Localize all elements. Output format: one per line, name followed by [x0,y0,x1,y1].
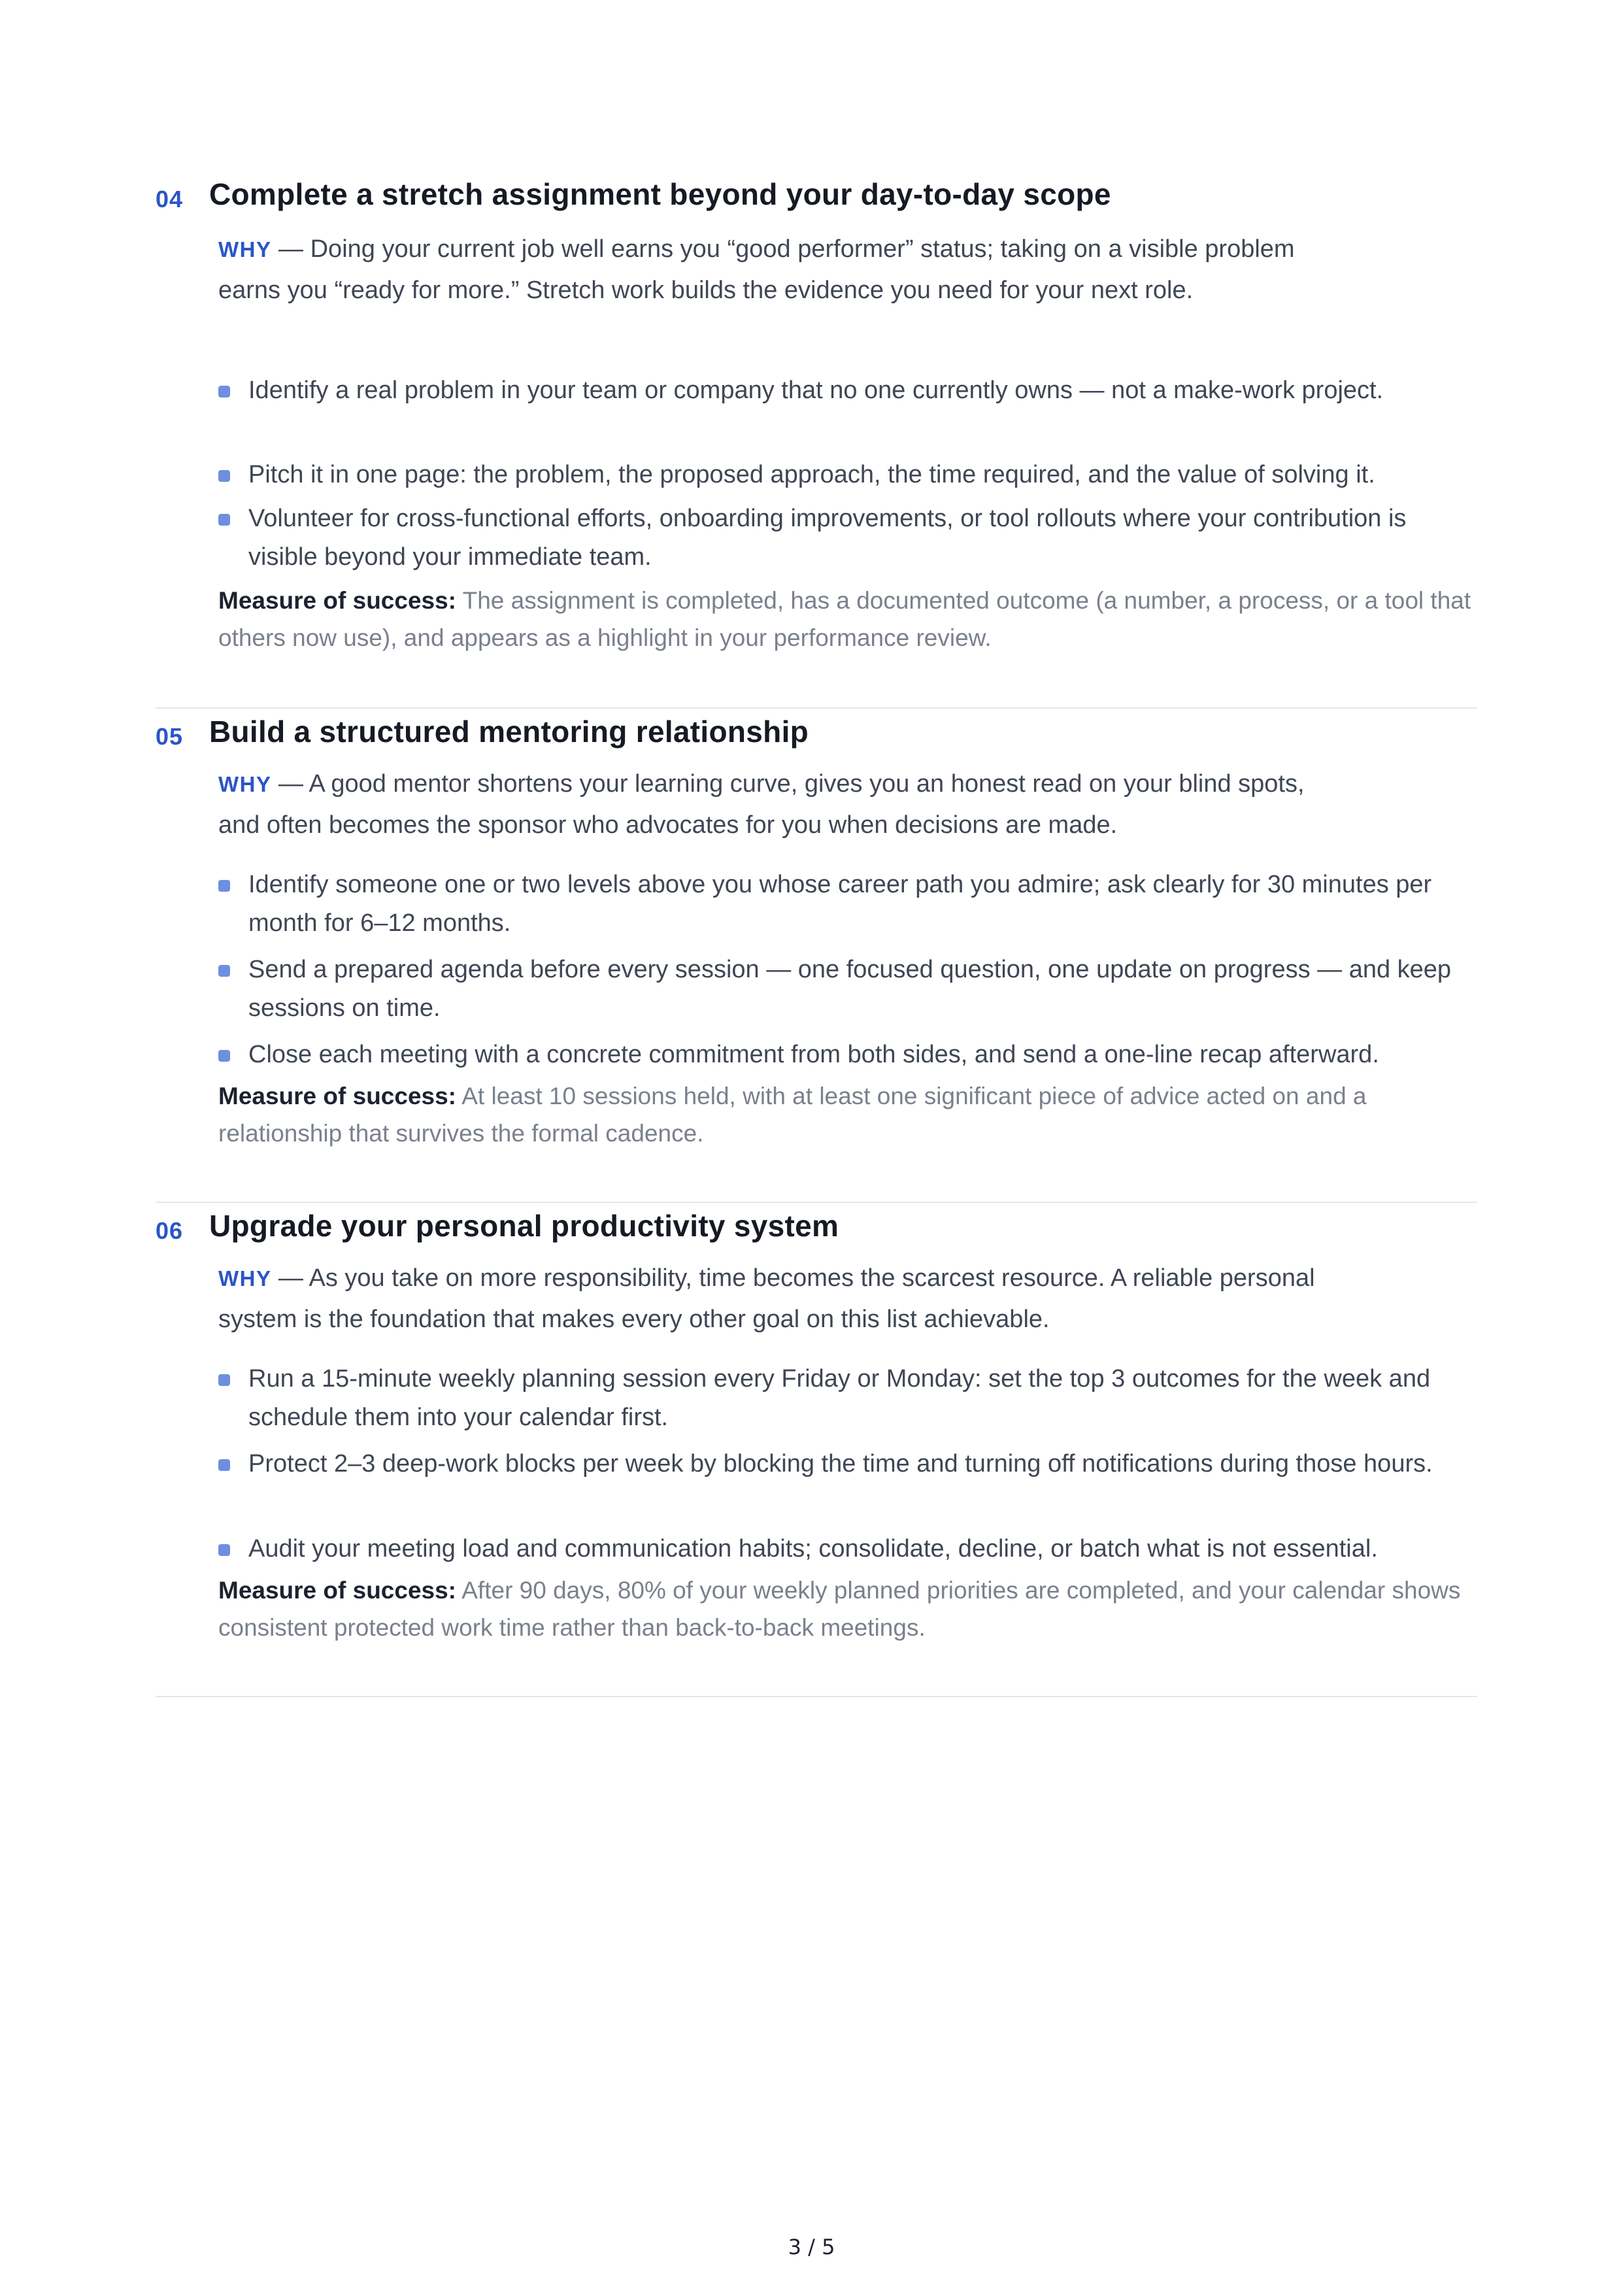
goal-rationale [218,1258,1330,1340]
goal-header [156,1208,1477,1254]
action-text: Pitch it in one page: the problem, the proposed approach, the time required, and the value of solving it. [248,461,1375,488]
goal-number: 06 [156,1217,184,1244]
section-divider [156,1696,1477,1697]
why-text: — As you take on more responsibility, time becomes the scarcest resource. A reliable personal system is the foundation that makes every other goal on this list achievable. [218,1264,1315,1333]
measure-label: Measure of success: [218,587,457,614]
bullet-square-icon [218,386,230,397]
action-text: Identify someone one or two levels above you whose career path you admire; ask clearly for 30 minutes per month for 6–12 months. [248,871,1432,937]
action-text: Identify a real problem in your team or company that no one currently owns — not a make-work project. [248,377,1384,404]
goal-header [156,177,1477,222]
action-item [218,1445,1477,1483]
bullet-square-icon [218,470,230,482]
success-measure [218,1077,1477,1152]
goal-title: Complete a stretch assignment beyond your day-to-day scope [209,177,1111,211]
measure-text: At least 10 sessions held, with at least one significant piece of advice acted on and a relationship that survives the formal cadence. [218,1083,1367,1147]
action-text: Volunteer for cross-functional efforts, onboarding improvements, or tool rollouts where your contribution is visible beyond your immediate team. [248,505,1407,571]
goal-number: 04 [156,186,184,212]
action-text: Send a prepared agenda before every session — one focused question, one update on progress — and keep sessions on time. [248,956,1452,1022]
section-divider [156,707,1477,709]
why-text: — A good mentor shortens your learning curve, gives you an honest read on your blind spots, and often becomes the sponsor who advocates for you when decisions are made. [218,770,1305,839]
goal-rationale [218,764,1330,845]
action-text: Close each meeting with a concrete commitment from both sides, and send a one-line recap afterward. [248,1041,1379,1068]
action-item [218,1036,1477,1074]
goal-header [156,714,1477,760]
goal-title: Build a structured mentoring relationship [209,715,809,749]
success-measure [218,1572,1477,1646]
action-item [218,371,1477,410]
why-label: WHY [218,772,272,796]
action-text: Protect 2–3 deep-work blocks per week by blocking the time and turning off notifications during those hours. [248,1450,1433,1477]
measure-text: After 90 days, 80% of your weekly planned priorities are completed, and your calendar shows consistent protected work time rather than back-to-back meetings. [218,1577,1461,1641]
why-label: WHY [218,1266,272,1291]
action-item [218,866,1477,943]
measure-label: Measure of success: [218,1083,457,1109]
bullet-square-icon [218,880,230,892]
measure-text: The assignment is completed, has a documented outcome (a number, a process, or a tool that others now use), and appears as a highlight in your performance review. [218,587,1471,651]
action-item [218,951,1477,1028]
success-measure [218,582,1477,656]
page-number: 3 / 5 [788,2235,835,2259]
bullet-square-icon [218,1050,230,1062]
bullet-square-icon [218,1374,230,1386]
why-text: — Doing your current job well earns you “good performer” status; taking on a visible problem earns you “ready for more.” Stretch work builds the evidence you need for your next role. [218,235,1295,304]
bullet-square-icon [218,1459,230,1471]
goal-number: 05 [156,723,184,750]
action-item [218,1530,1477,1568]
goal-rationale [218,229,1330,311]
bullet-square-icon [218,965,230,977]
bullet-square-icon [218,514,230,526]
action-item [218,456,1477,494]
action-item [218,499,1477,577]
section-divider [156,1202,1477,1203]
action-text: Run a 15-minute weekly planning session every Friday or Monday: set the top 3 outcomes for the week and schedule them into your calendar first. [248,1365,1431,1431]
bullet-square-icon [218,1544,230,1556]
goal-title: Upgrade your personal productivity system [209,1209,839,1243]
why-label: WHY [218,237,272,262]
action-text: Audit your meeting load and communication habits; consolidate, decline, or batch what is not essential. [248,1535,1378,1562]
action-item [218,1360,1477,1437]
measure-label: Measure of success: [218,1577,457,1604]
